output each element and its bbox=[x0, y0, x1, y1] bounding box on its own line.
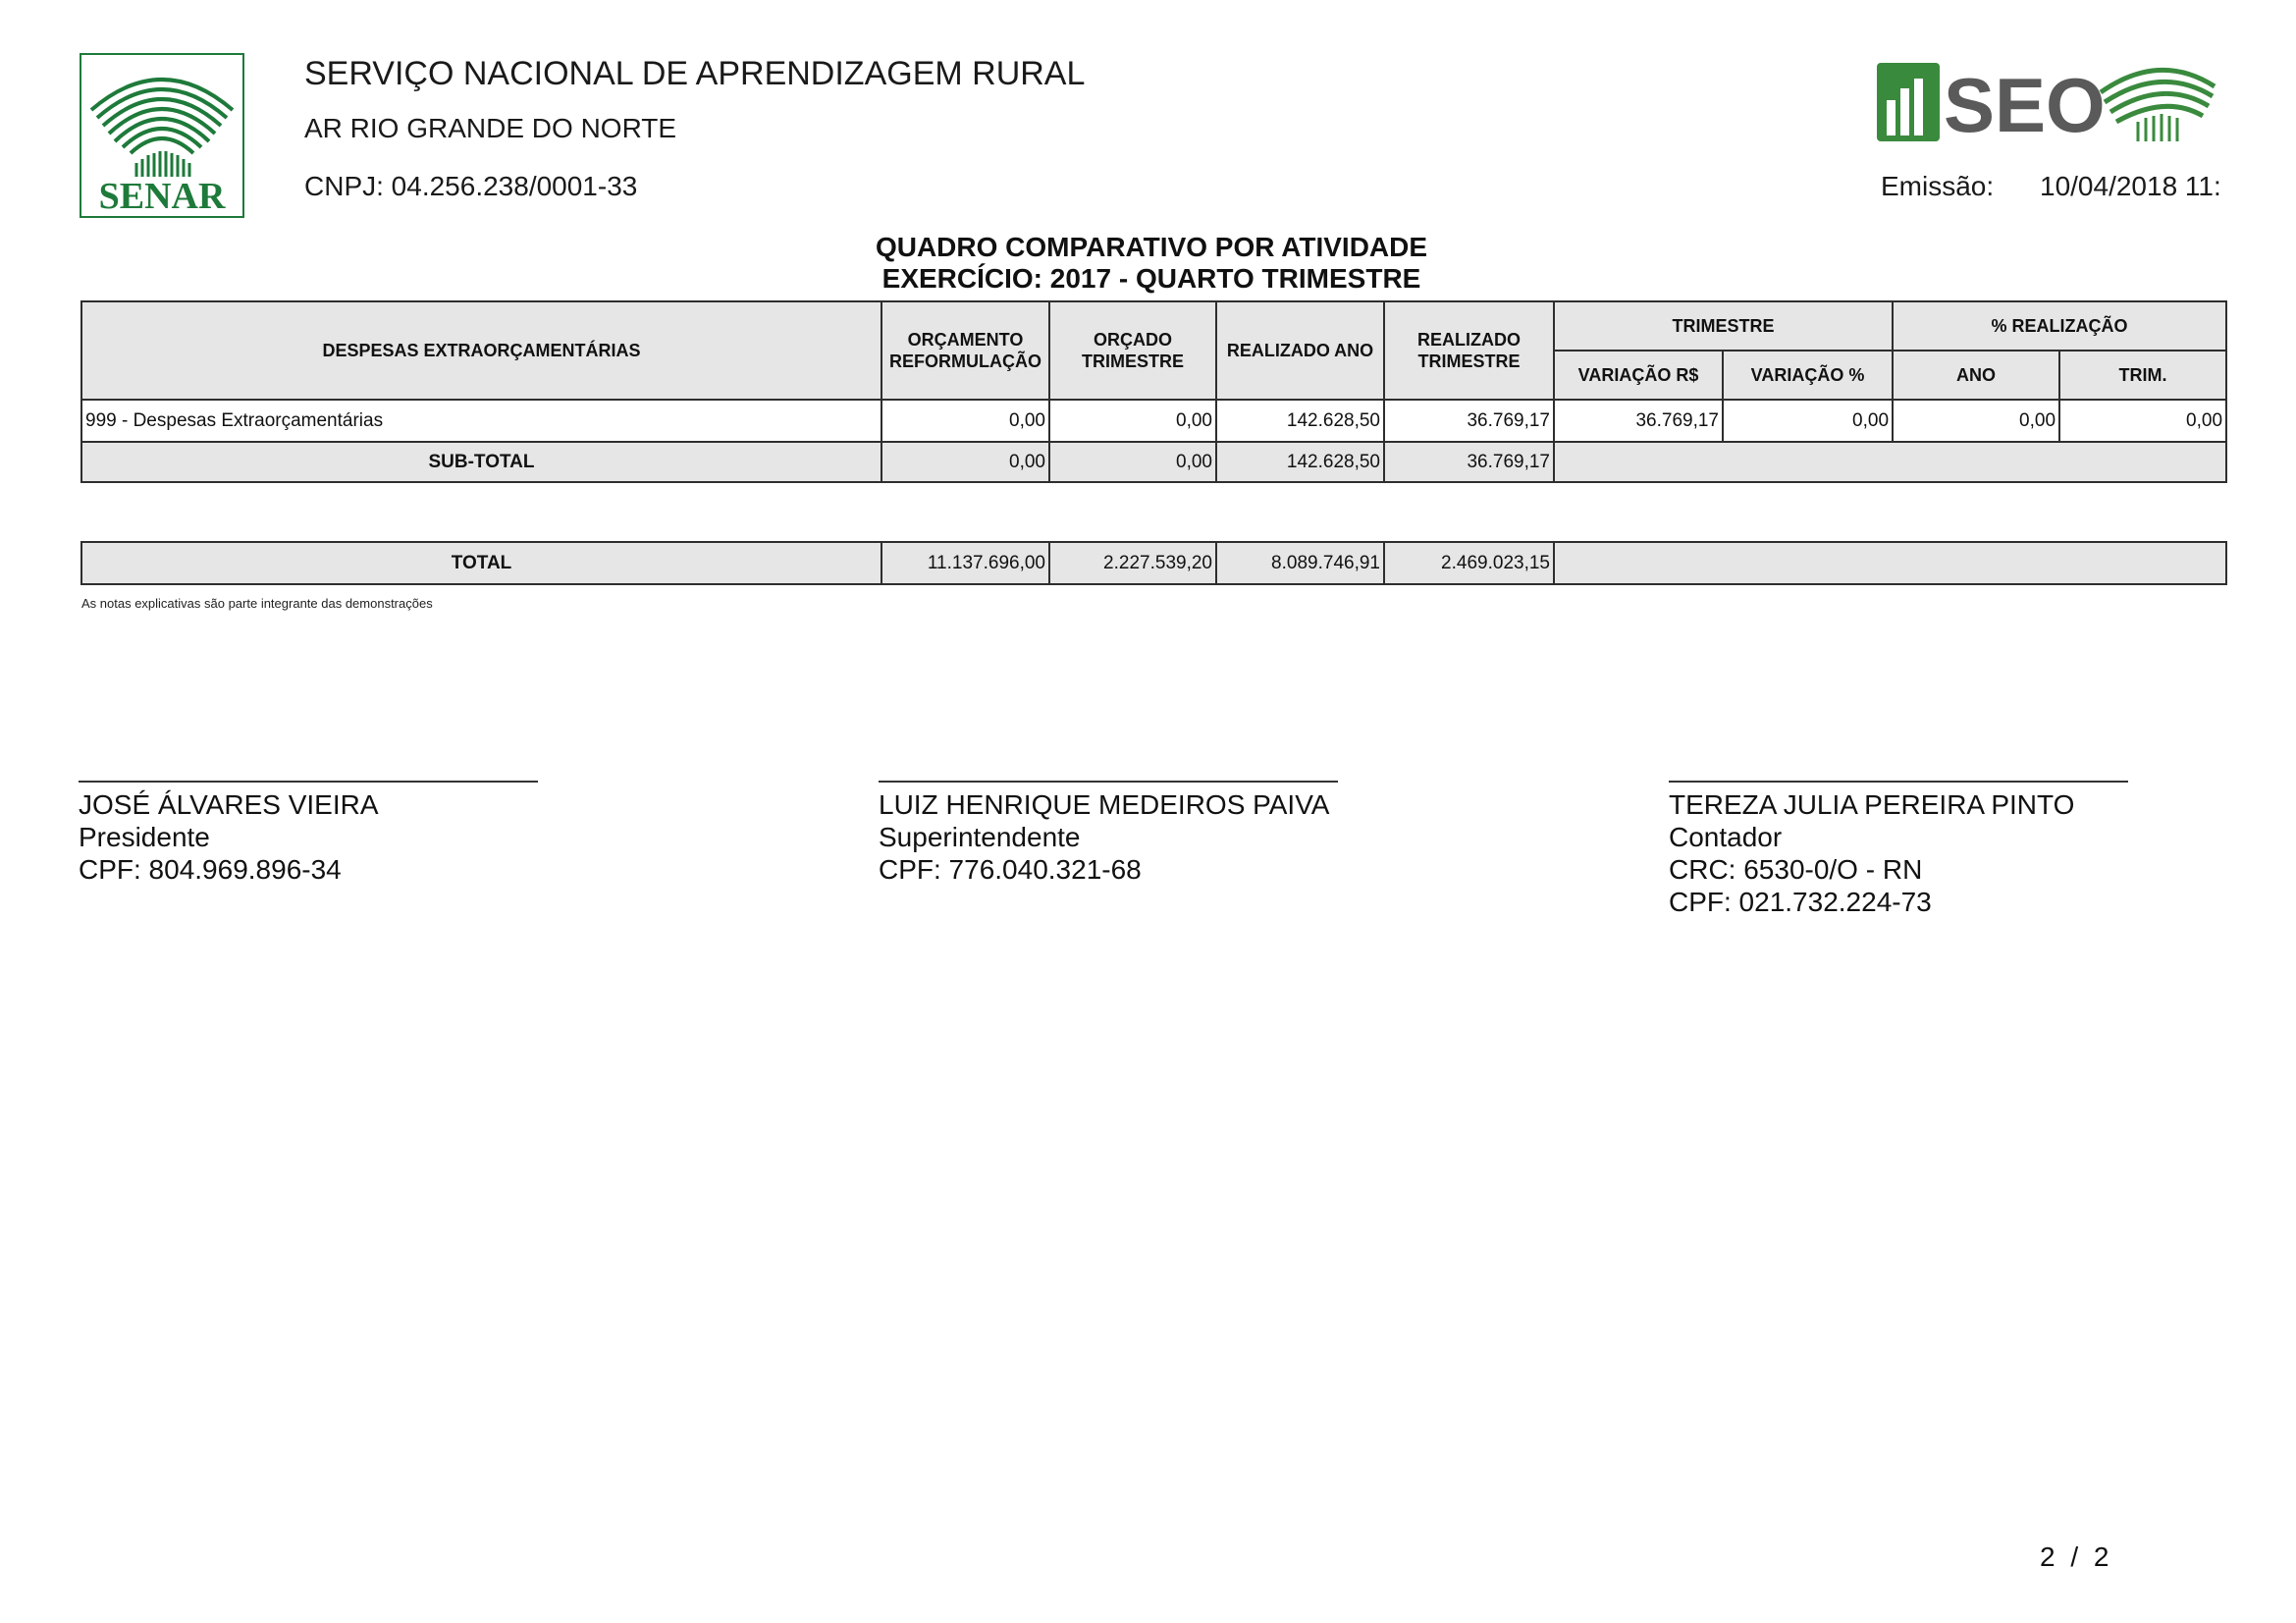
organization-unit: AR RIO GRANDE DO NORTE bbox=[304, 113, 677, 143]
header-realizado-trimestre: REALIZADO TRIMESTRE bbox=[1384, 301, 1554, 400]
total-empty bbox=[1554, 542, 2226, 584]
row-realizado-ano: 142.628,50 bbox=[1216, 400, 1384, 442]
signer-role: Contador bbox=[1669, 822, 1783, 852]
subtotal-realizado-ano: 142.628,50 bbox=[1216, 442, 1384, 482]
total-orc-ref: 11.137.696,00 bbox=[881, 542, 1049, 584]
report-title-block bbox=[0, 232, 2296, 295]
signer-crc: CRC: 6530-0/O - RN bbox=[1669, 854, 1923, 885]
subtotal-realizado-trim: 36.769,17 bbox=[1384, 442, 1554, 482]
header-variacao-rs: VARIAÇÃO R$ bbox=[1554, 351, 1723, 400]
comparative-table bbox=[80, 300, 2227, 483]
header-variacao-pct: VARIAÇÃO % bbox=[1723, 351, 1893, 400]
subtotal-empty bbox=[1554, 442, 2226, 482]
signature-line bbox=[79, 781, 538, 783]
row-desc: 999 - Despesas Extraorçamentárias bbox=[81, 400, 881, 442]
signer-cpf: CPF: 021.732.224-73 bbox=[1669, 887, 1932, 917]
signer-cpf: CPF: 804.969.896-34 bbox=[79, 854, 342, 885]
subtotal-row bbox=[81, 442, 2226, 482]
emission-datetime: 10/04/2018 11: bbox=[2040, 171, 2221, 201]
subtotal-label: SUB-TOTAL bbox=[81, 442, 881, 482]
header-trimestre-group: TRIMESTRE bbox=[1554, 301, 1893, 351]
row-trim: 0,00 bbox=[2059, 400, 2226, 442]
page-current: 2 bbox=[2040, 1542, 2056, 1572]
signer-name: TEREZA JULIA PEREIRA PINTO bbox=[1669, 789, 2075, 820]
header-orcamento-reformulacao: ORÇAMENTO REFORMULAÇÃO bbox=[881, 301, 1049, 400]
header-orcado-trimestre: ORÇADO TRIMESTRE bbox=[1049, 301, 1216, 400]
report-subtitle: EXERCÍCIO: 2017 - QUARTO TRIMESTRE bbox=[881, 263, 1421, 294]
signer-role: Presidente bbox=[79, 822, 210, 852]
total-table bbox=[80, 541, 2227, 585]
seo-logo-text: SEO bbox=[1944, 62, 2106, 143]
table-row bbox=[81, 400, 2226, 442]
total-row bbox=[81, 542, 2226, 584]
senar-logo bbox=[80, 53, 244, 218]
header-desc: DESPESAS EXTRAORÇAMENTÁRIAS bbox=[81, 301, 881, 400]
row-variacao-rs: 36.769,17 bbox=[1554, 400, 1723, 442]
cnpj-text: CNPJ: 04.256.238/0001-33 bbox=[304, 171, 638, 201]
signer-role: Superintendente bbox=[879, 822, 1081, 852]
signature-block-president bbox=[79, 781, 538, 886]
explanatory-note: As notas explicativas são parte integrante das demonstrações bbox=[81, 596, 433, 611]
signer-name: JOSÉ ÁLVARES VIEIRA bbox=[79, 789, 379, 820]
header-ano: ANO bbox=[1893, 351, 2059, 400]
signature-line bbox=[1669, 781, 2128, 783]
row-orc-ref: 0,00 bbox=[881, 400, 1049, 442]
signature-block-superintendent bbox=[879, 781, 1338, 886]
seo-logo bbox=[1875, 57, 2218, 143]
signer-name: LUIZ HENRIQUE MEDEIROS PAIVA bbox=[879, 789, 1330, 820]
row-realizado-trim: 36.769,17 bbox=[1384, 400, 1554, 442]
subtotal-orcado-trim: 0,00 bbox=[1049, 442, 1216, 482]
header-realizacao-group: % REALIZAÇÃO bbox=[1893, 301, 2226, 351]
total-realizado-trim: 2.469.023,15 bbox=[1384, 542, 1554, 584]
total-realizado-ano: 8.089.746,91 bbox=[1216, 542, 1384, 584]
emission-label: Emissão: bbox=[1881, 171, 1995, 201]
page-total: 2 bbox=[2093, 1542, 2109, 1572]
row-ano: 0,00 bbox=[1893, 400, 2059, 442]
header-trim: TRIM. bbox=[2059, 351, 2226, 400]
subtotal-orc-ref: 0,00 bbox=[881, 442, 1049, 482]
signature-block-accountant bbox=[1669, 781, 2128, 918]
organization-name: SERVIÇO NACIONAL DE APRENDIZAGEM RURAL bbox=[304, 55, 1086, 92]
signature-line bbox=[879, 781, 1338, 783]
senar-logo-text: SENAR bbox=[98, 176, 226, 217]
row-variacao-pct: 0,00 bbox=[1723, 400, 1893, 442]
report-title: QUADRO COMPARATIVO POR ATIVIDADE bbox=[875, 232, 1428, 262]
header-realizado-ano: REALIZADO ANO bbox=[1216, 301, 1384, 400]
row-orcado-trim: 0,00 bbox=[1049, 400, 1216, 442]
page-number bbox=[2040, 1542, 2109, 1573]
page-separator: / bbox=[2070, 1542, 2079, 1572]
signer-cpf: CPF: 776.040.321-68 bbox=[879, 854, 1142, 885]
total-orcado-trim: 2.227.539,20 bbox=[1049, 542, 1216, 584]
total-label: TOTAL bbox=[81, 542, 881, 584]
